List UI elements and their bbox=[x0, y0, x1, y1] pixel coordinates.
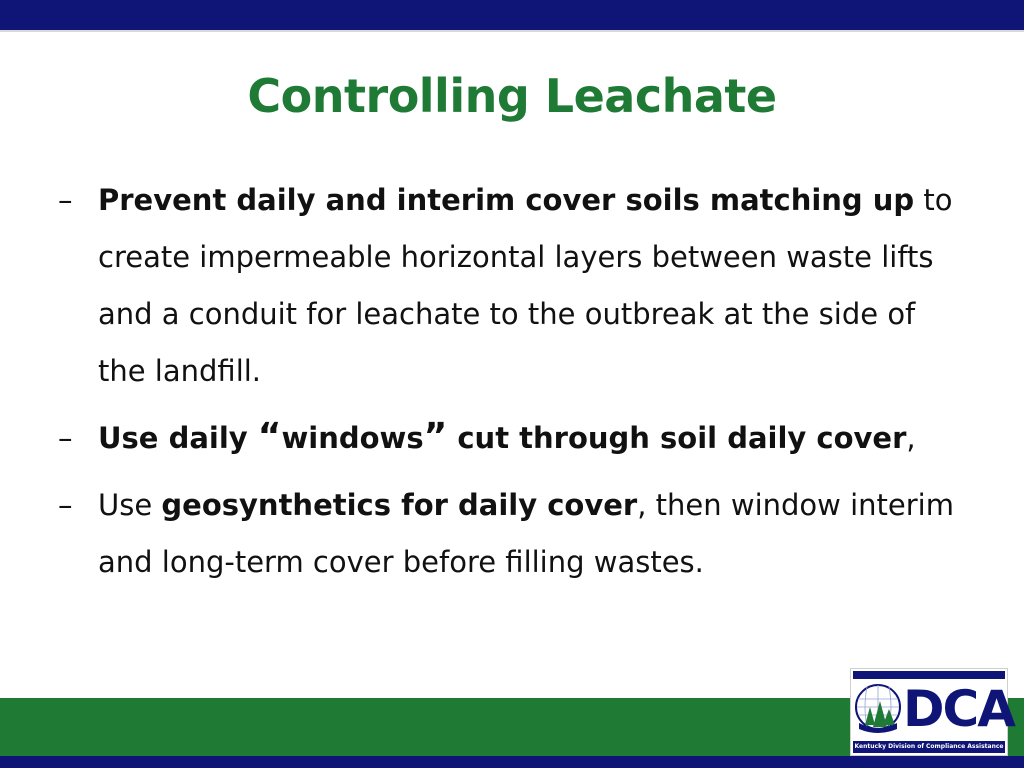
bullet-item-2 bbox=[58, 410, 958, 467]
bullet-1-text: to create impermeable horizontal layers between waste lifts and a conduit for leachate to the outbreak at the side of the landfill. bbox=[98, 183, 953, 388]
bullet-2-bold-text-end: cut through soil daily cover bbox=[447, 421, 907, 455]
bullet-dash: – bbox=[58, 183, 73, 217]
bottom-navy-bar bbox=[0, 756, 1024, 768]
bullet-1-bold-text: Prevent daily and interim cover soils matching up bbox=[98, 183, 915, 217]
bullet-2-open-quote: “ bbox=[257, 416, 282, 457]
top-navy-bar bbox=[0, 0, 1024, 32]
bullet-list bbox=[58, 172, 958, 601]
bullet-2-bold-windows: windows bbox=[281, 421, 424, 455]
bullet-2-comma: , bbox=[906, 421, 916, 455]
bullet-2-bold-text-start: Use daily bbox=[98, 421, 258, 455]
bullet-3-text-end: , then window interim and long-term cover before filling wastes. bbox=[98, 488, 954, 579]
logo-caption: Kentucky Division of Compliance Assistance bbox=[853, 741, 1005, 753]
dca-logo bbox=[850, 668, 1014, 756]
bullet-item-1 bbox=[58, 172, 958, 400]
bullet-item-3 bbox=[58, 477, 958, 591]
slide-title: Controlling Leachate bbox=[247, 69, 777, 123]
bullet-3-text-start: Use bbox=[98, 488, 162, 522]
logo-letters: DCA bbox=[903, 680, 1014, 738]
bullet-dash: – bbox=[58, 421, 73, 455]
globe-trees-icon bbox=[853, 681, 903, 737]
bullet-2-close-quote: ” bbox=[423, 416, 448, 457]
bullet-3-bold-text: geosynthetics for daily cover bbox=[161, 488, 638, 522]
logo-top-stripe bbox=[853, 671, 1005, 679]
bullet-dash: – bbox=[58, 488, 73, 522]
